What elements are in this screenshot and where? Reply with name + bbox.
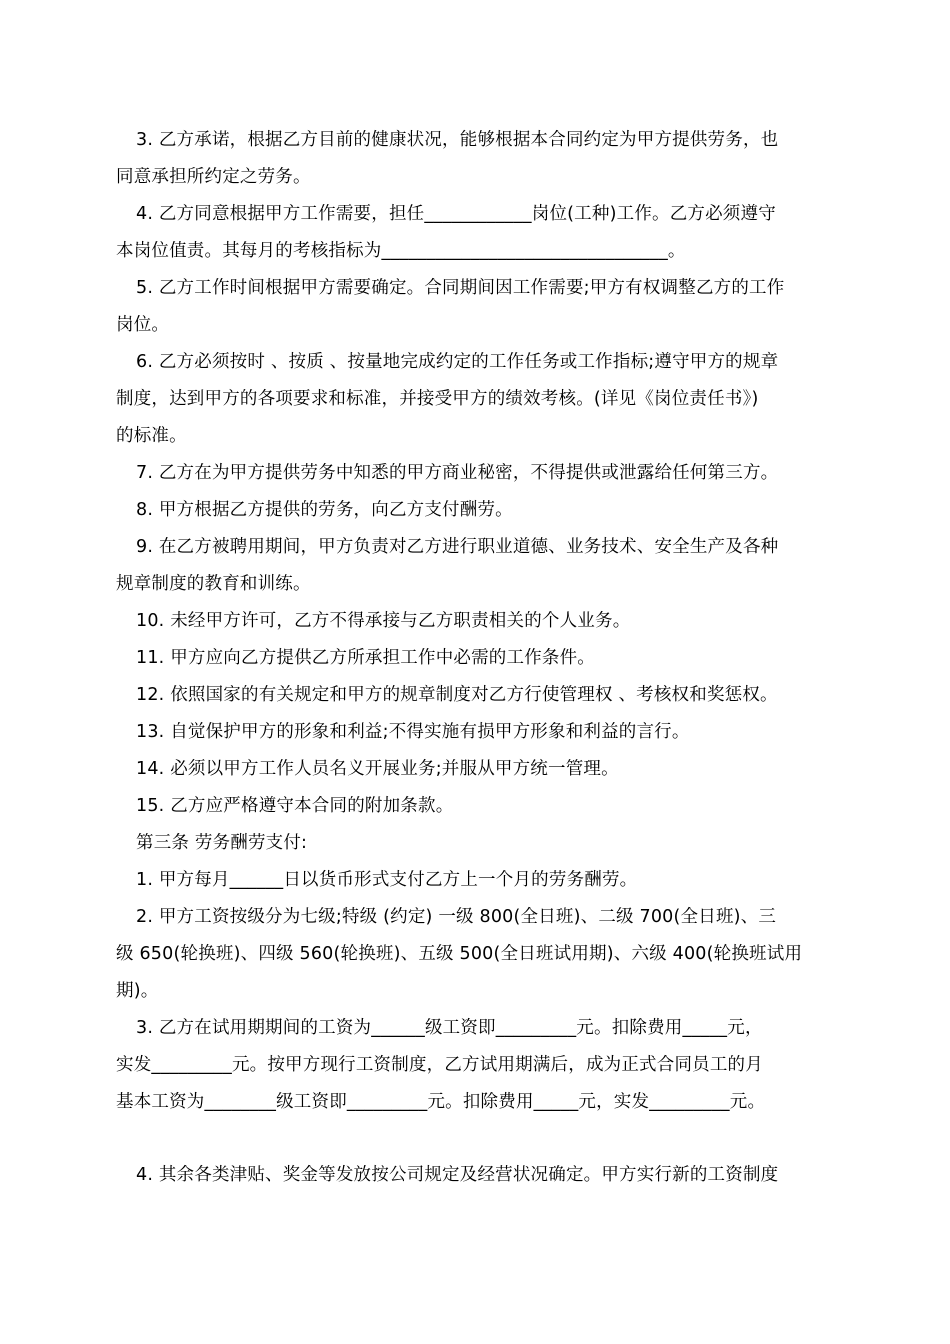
paragraph-gap: [116, 1121, 848, 1157]
text-line: 12. 依照国家的有关规定和甲方的规章制度对乙方行使管理权 、考核权和奖惩权。: [136, 685, 778, 705]
text-line: 5. 乙方工作时间根据甲方需要确定。合同期间因工作需要;甲方有权调整乙方的工作: [136, 278, 785, 298]
text-line: 岗位。: [116, 315, 170, 335]
text-line: 9. 在乙方被聘用期间，甲方负责对乙方进行职业道德、业务技术、安全生产及各种: [136, 537, 779, 557]
text-line: 同意承担所约定之劳务。: [116, 167, 311, 187]
text-line: 期)。: [116, 981, 159, 1001]
text-line: 3. 乙方在试用期期间的工资为______级工资即_________元。扣除费用_____元，: [136, 1018, 763, 1038]
text-line: 3. 乙方承诺，根据乙方目前的健康状况，能够根据本合同约定为甲方提供劳务，也: [136, 130, 779, 150]
text-line: 4. 其余各类津贴、奖金等发放按公司规定及经营状况确定。甲方实行新的工资制度: [136, 1165, 779, 1185]
text-line: 实发_________元。按甲方现行工资制度，乙方试用期满后，成为正式合同员工的月: [116, 1055, 763, 1075]
text-line: 13. 自觉保护甲方的形象和利益;不得实施有损甲方形象和利益的言行。: [136, 722, 690, 742]
text-line: 8. 甲方根据乙方提供的劳务，向乙方支付酬劳。: [136, 500, 513, 520]
text-line: 10. 未经甲方许可，乙方不得承接与乙方职责相关的个人业务。: [136, 611, 631, 631]
text-line: 规章制度的教育和训练。: [116, 574, 311, 594]
text-line: 第三条 劳务酬劳支付:: [136, 833, 308, 853]
text-line: 级 650(轮换班)、四级 560(轮换班)、五级 500(全日班试用期)、六级 400(轮换班试用: [116, 944, 803, 964]
text-line: 2. 甲方工资按级分为七级;特级 (约定) 一级 800(全日班)、二级 700(全日班)、三: [136, 907, 777, 927]
text-line: 6. 乙方必须按时 、按质 、按量地完成约定的工作任务或工作指标;遵守甲方的规章: [136, 352, 779, 372]
text-line: 的标准。: [116, 426, 187, 446]
text-line: 1. 甲方每月______日以货币形式支付乙方上一个月的劳务酬劳。: [136, 870, 638, 890]
text-line: 14. 必须以甲方工作人员名义开展业务;并服从甲方统一管理。: [136, 759, 619, 779]
text-line: 11. 甲方应向乙方提供乙方所承担工作中必需的工作条件。: [136, 648, 595, 668]
text-line: 15. 乙方应严格遵守本合同的附加条款。: [136, 796, 454, 816]
text-line: 基本工资为________级工资即_________元。扣除费用_____元，实发_________元。: [116, 1092, 766, 1112]
text-line: 制度，达到甲方的各项要求和标准，并接受甲方的绩效考核。(详见《岗位责任书》): [116, 389, 759, 409]
text-line: 4. 乙方同意根据甲方工作需要，担任____________岗位(工种)工作。乙方必须遵守: [136, 204, 776, 224]
document-body: [116, 122, 848, 1194]
text-line: 本岗位值责。其每月的考核指标为________________________________。: [116, 241, 686, 261]
text-line: 7. 乙方在为甲方提供劳务中知悉的甲方商业秘密，不得提供或泄露给任何第三方。: [136, 463, 779, 483]
